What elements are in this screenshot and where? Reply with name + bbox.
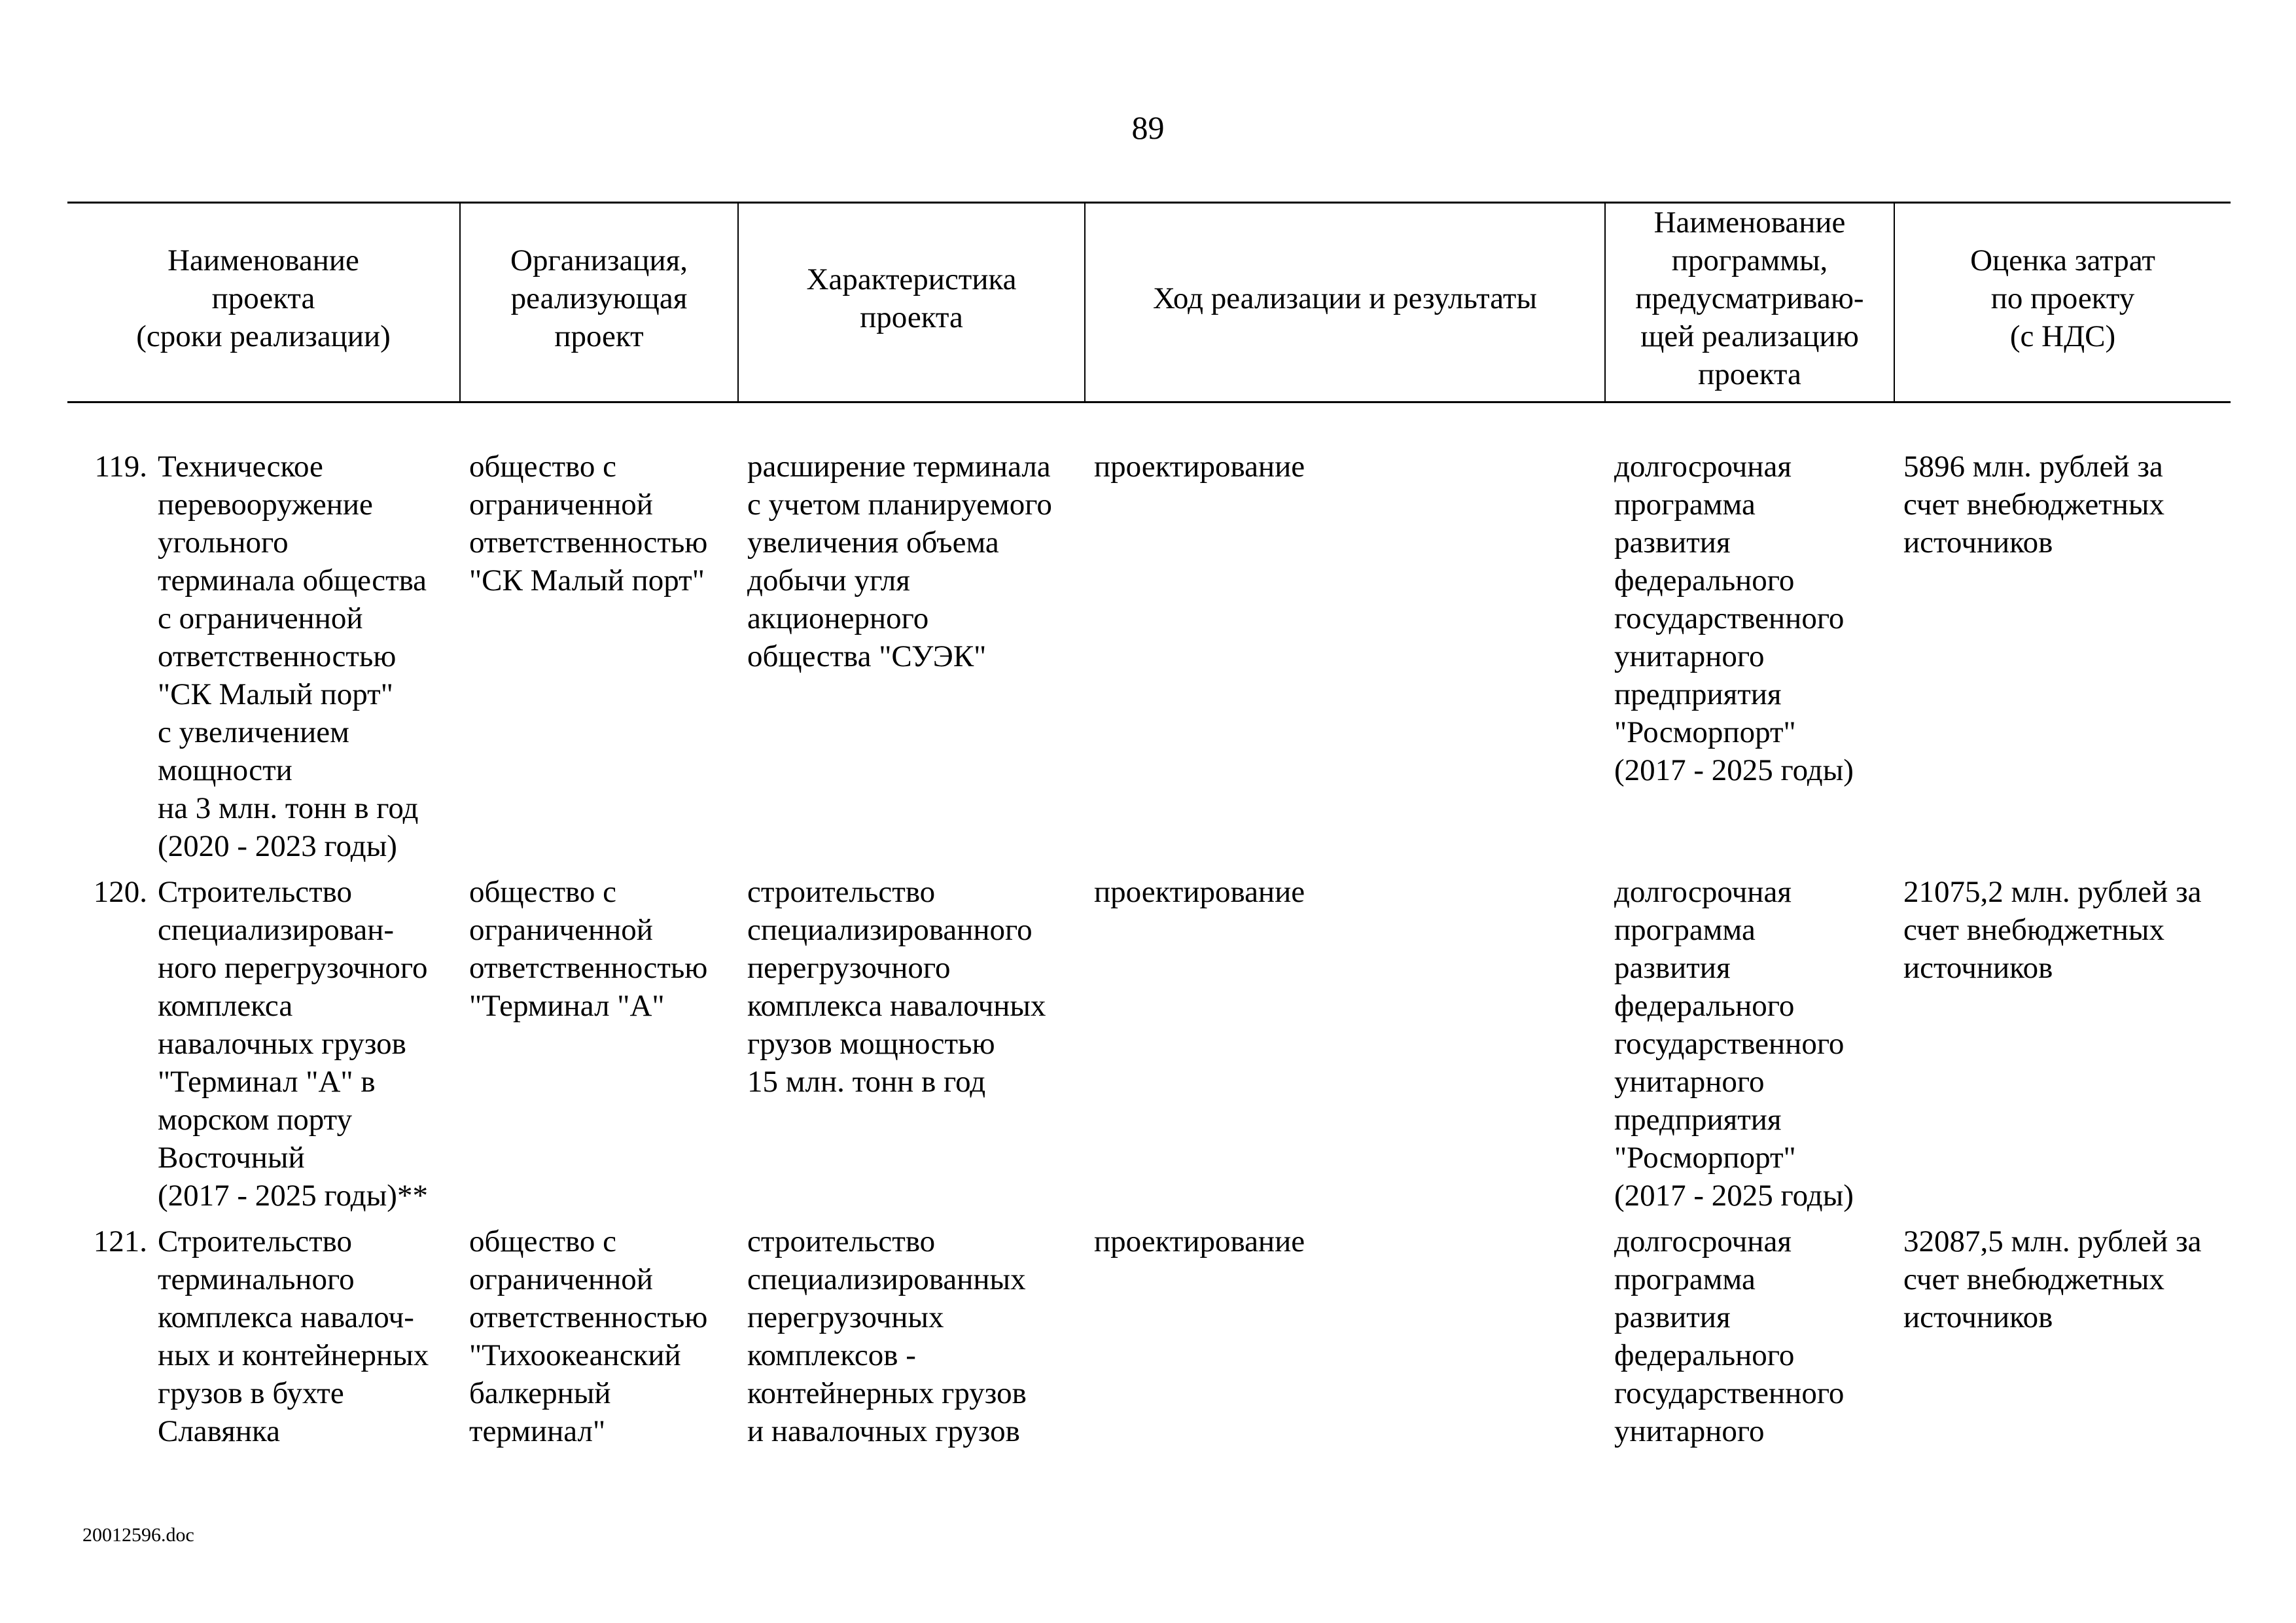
project-name-cell xyxy=(67,873,460,1222)
header-program: Наименование программы, предусматриваю- щей реализацию проекта xyxy=(1605,203,1894,402)
row-number: 119. xyxy=(94,450,147,484)
project-name-cell xyxy=(67,1222,460,1458)
cost-cell: 5896 млн. рублей за счет внебюджетных источников xyxy=(1903,450,2164,560)
program-cell: долгосрочная программа развития федерального государственного унитарного xyxy=(1614,1224,1845,1448)
page-number: 89 xyxy=(1131,109,1165,146)
characteristic-cell: расширение терминала с учетом планируемого увеличения объема добычи угля акционерного общества "СУЭК" xyxy=(747,450,1052,673)
cost-cell: 32087,5 млн. рублей за счет внебюджетных источников xyxy=(1903,1224,2202,1334)
table-row xyxy=(67,873,2231,1222)
document-file-id: 20012596.doc xyxy=(82,1524,194,1546)
project-name: Техническое перевооружение угольного терминала общества с ограниченной ответственностью "СК Малый порт" с увеличением мощности на 3 млн. тонн в год (2020 - 2023 годы) xyxy=(158,450,427,863)
table-header xyxy=(67,203,2231,402)
header-characteristic: Характеристика проекта xyxy=(738,203,1085,402)
table-body xyxy=(67,402,2231,1459)
projects-table xyxy=(67,202,2231,1458)
table-header-row xyxy=(67,203,2231,402)
organization-cell: общество с ограниченной ответственностью "Тихоокеанский балкерный терминал" xyxy=(469,1224,708,1448)
header-organization: Организация, реализующая проект xyxy=(460,203,738,402)
row-number: 120. xyxy=(93,875,147,909)
header-cost: Оценка затрат по проекту (с НДС) xyxy=(1894,203,2231,402)
organization-cell: общество с ограниченной ответственностью "СК Малый порт" xyxy=(469,450,708,597)
project-name: Строительство специализирован- ного перегрузочного комплекса навалочных грузов "Терминал "А" в морском порту Восточный (2017 - 2025 годы)** xyxy=(158,875,428,1213)
cost-cell: 21075,2 млн. рублей за счет внебюджетных источников xyxy=(1903,875,2202,985)
program-cell: долгосрочная программа развития федерального государственного унитарного предприятия "Росморпорт" (2017 - 2025 годы) xyxy=(1614,450,1854,787)
row-number: 121. xyxy=(93,1224,147,1258)
program-cell: долгосрочная программа развития федерального государственного унитарного предприятия "Росморпорт" (2017 - 2025 годы) xyxy=(1614,875,1854,1213)
header-project-name: Наименование проекта (сроки реализации) xyxy=(67,203,460,402)
project-name-cell xyxy=(67,448,460,873)
characteristic-cell: строительство специализированного перегрузочного комплекса навалочных грузов мощностью 15 млн. тонн в год xyxy=(747,875,1046,1099)
project-name: Строительство терминального комплекса навалоч- ных и контейнерных грузов в бухте Славянка xyxy=(158,1224,429,1448)
header-progress: Ход реализации и результаты xyxy=(1085,203,1605,402)
table-row xyxy=(67,448,2231,873)
organization-cell: общество с ограниченной ответственностью "Терминал "А" xyxy=(469,875,708,1023)
characteristic-cell: строительство специализированных перегрузочных комплексов - контейнерных грузов и навалочных грузов xyxy=(747,1224,1027,1448)
progress-cell: проектирование xyxy=(1094,450,1305,484)
table-row xyxy=(67,1222,2231,1458)
progress-cell: проектирование xyxy=(1094,875,1305,909)
progress-cell: проектирование xyxy=(1094,1224,1305,1258)
